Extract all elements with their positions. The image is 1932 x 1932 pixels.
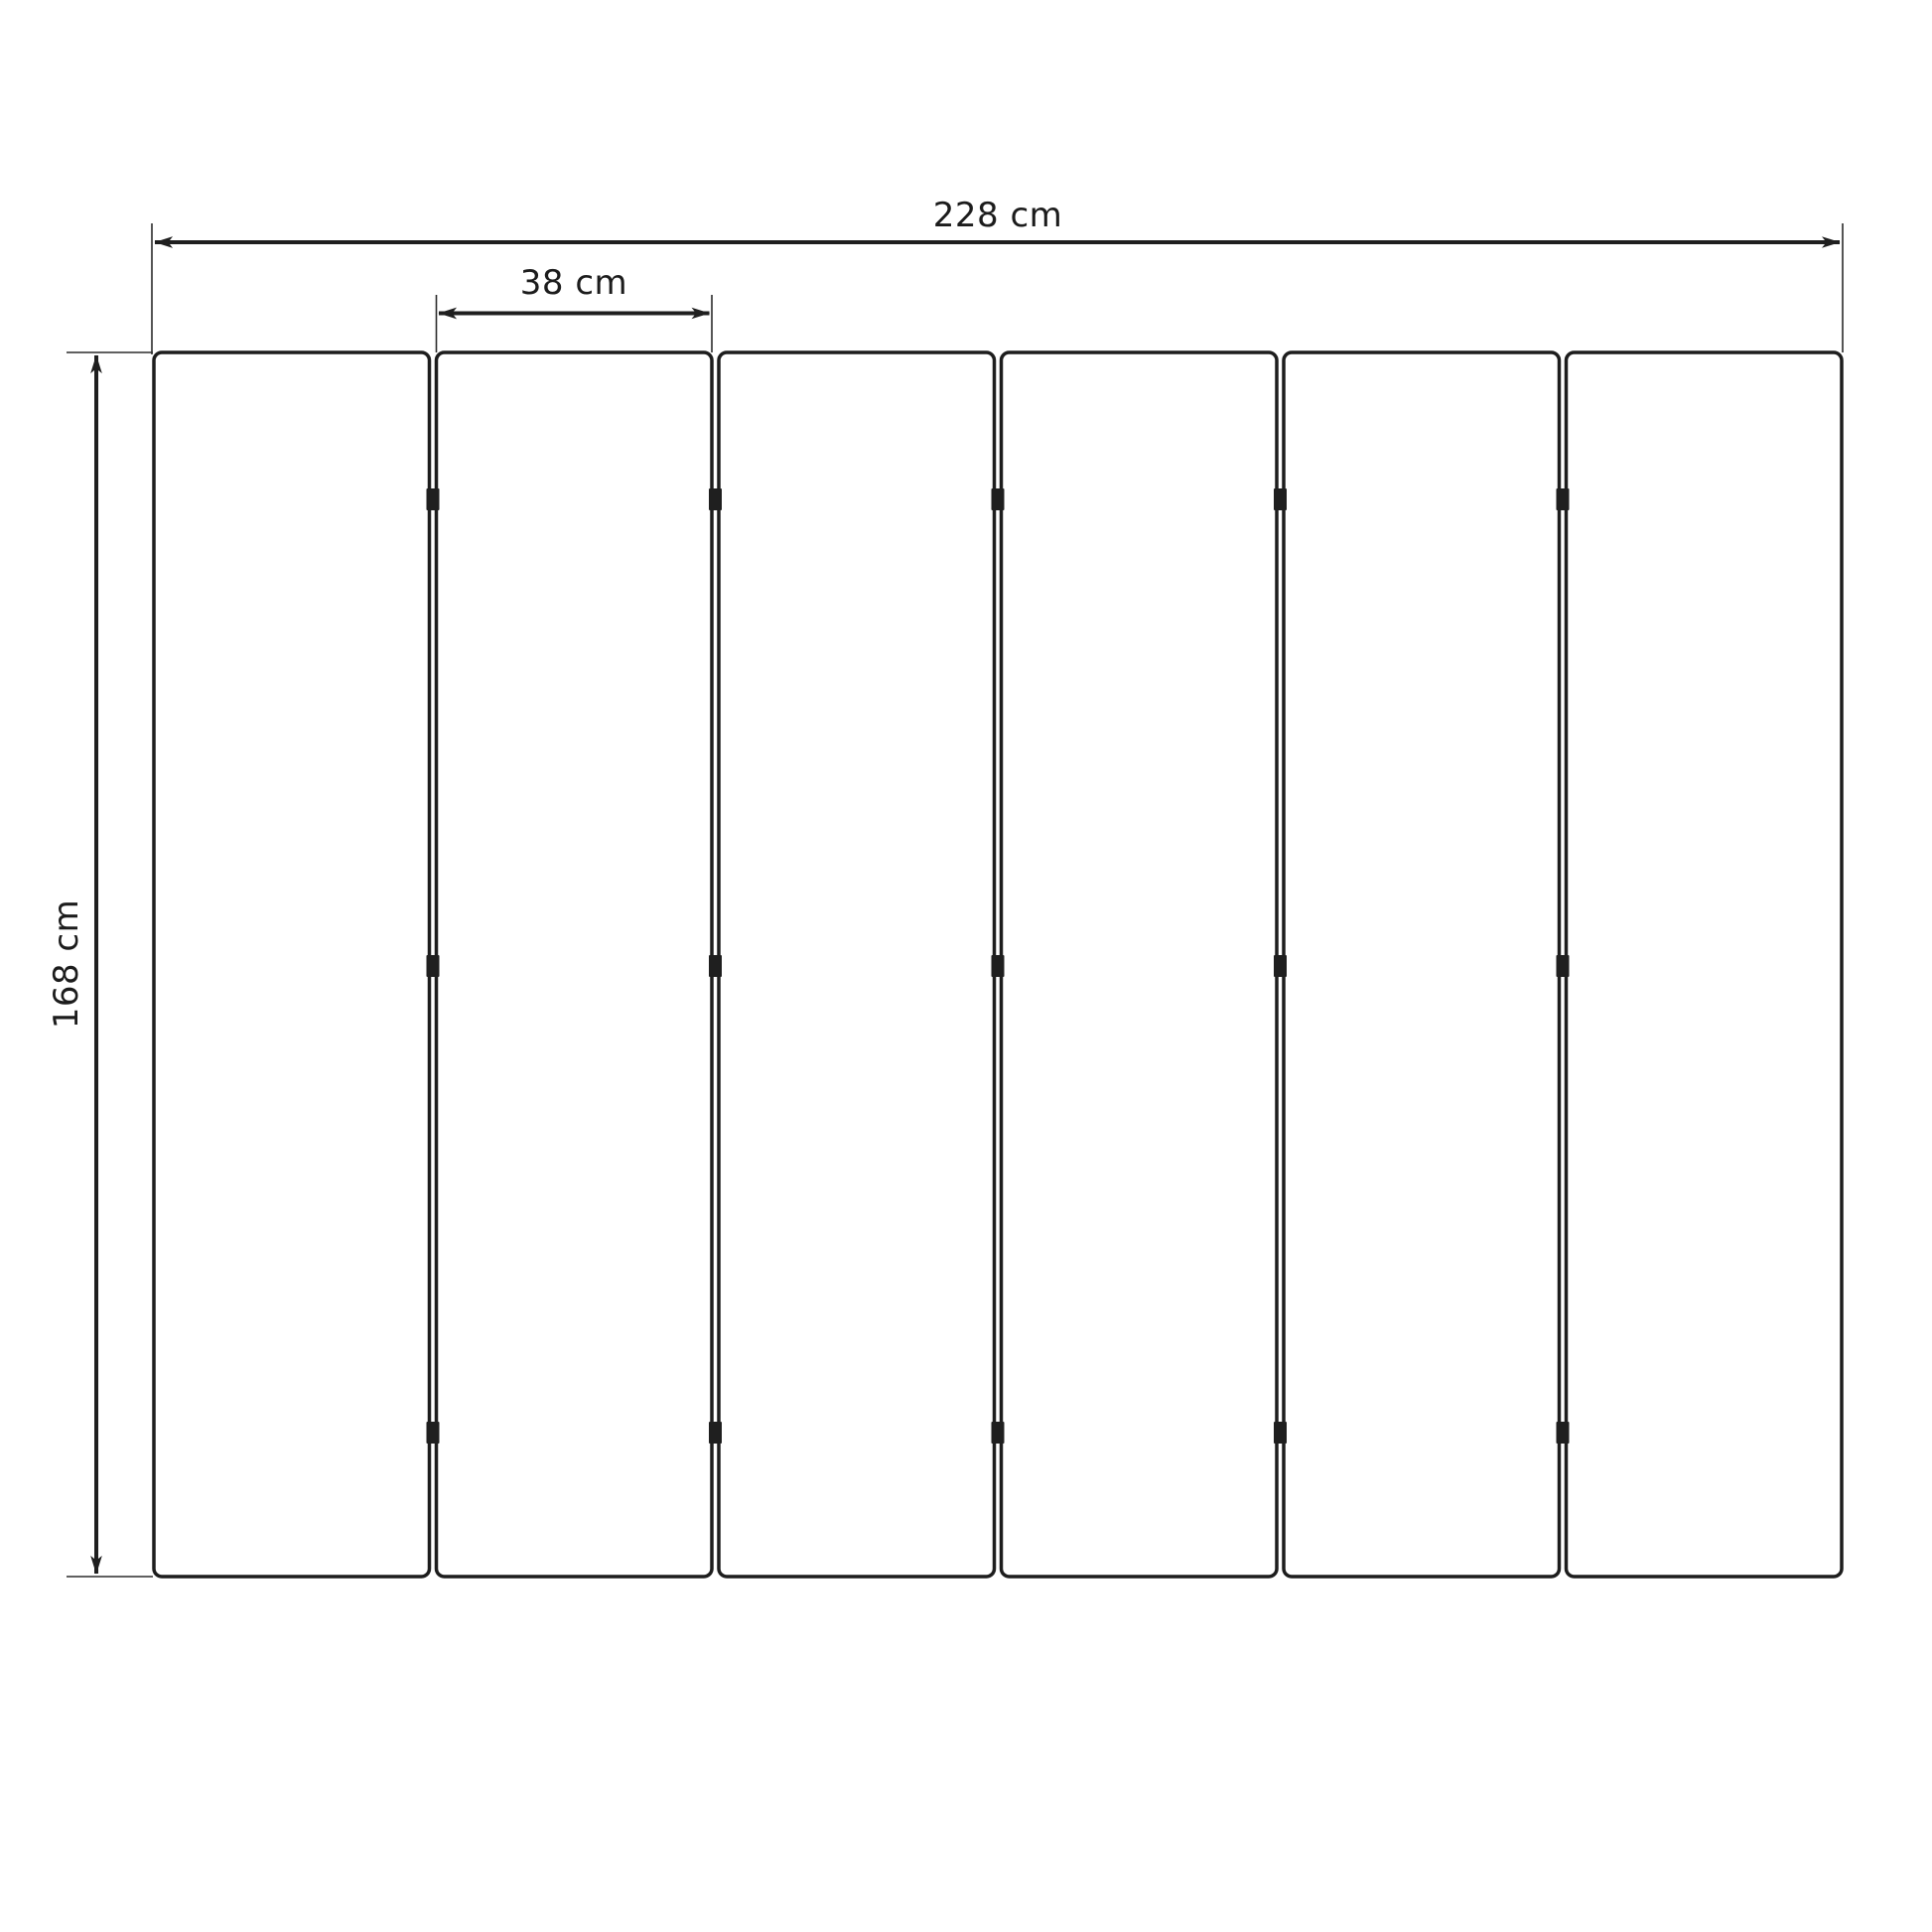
hinge-connector — [992, 955, 1005, 977]
hinge-connector — [427, 955, 440, 977]
panel-4 — [1002, 352, 1278, 1577]
hinge-connector — [709, 488, 722, 510]
hinge-connector — [1557, 488, 1570, 510]
hinge-connector — [709, 1422, 722, 1444]
hinge-connector — [427, 488, 440, 510]
hinge-connector — [992, 488, 1005, 510]
dim-panel-width — [437, 263, 713, 352]
hinge-connector — [992, 1422, 1005, 1444]
hinge-connector — [1274, 488, 1287, 510]
dim-height — [47, 352, 153, 1577]
hinge-connector — [1557, 955, 1570, 977]
dim-height-label: 168 cm — [47, 898, 86, 1030]
hinge-connector — [427, 1422, 440, 1444]
hinge-connector — [1557, 1422, 1570, 1444]
dim-total-width-label: 228 cm — [932, 196, 1063, 235]
hinge-connector — [709, 955, 722, 977]
panel-1 — [154, 352, 430, 1577]
panel-2 — [437, 352, 713, 1577]
panel-6 — [1567, 352, 1843, 1577]
panel-5 — [1284, 352, 1560, 1577]
dim-total-width — [152, 196, 1843, 354]
panel-3 — [719, 352, 995, 1577]
dim-panel-width-label: 38 cm — [519, 263, 628, 303]
hinge-connector — [1274, 955, 1287, 977]
hinge-connector — [1274, 1422, 1287, 1444]
